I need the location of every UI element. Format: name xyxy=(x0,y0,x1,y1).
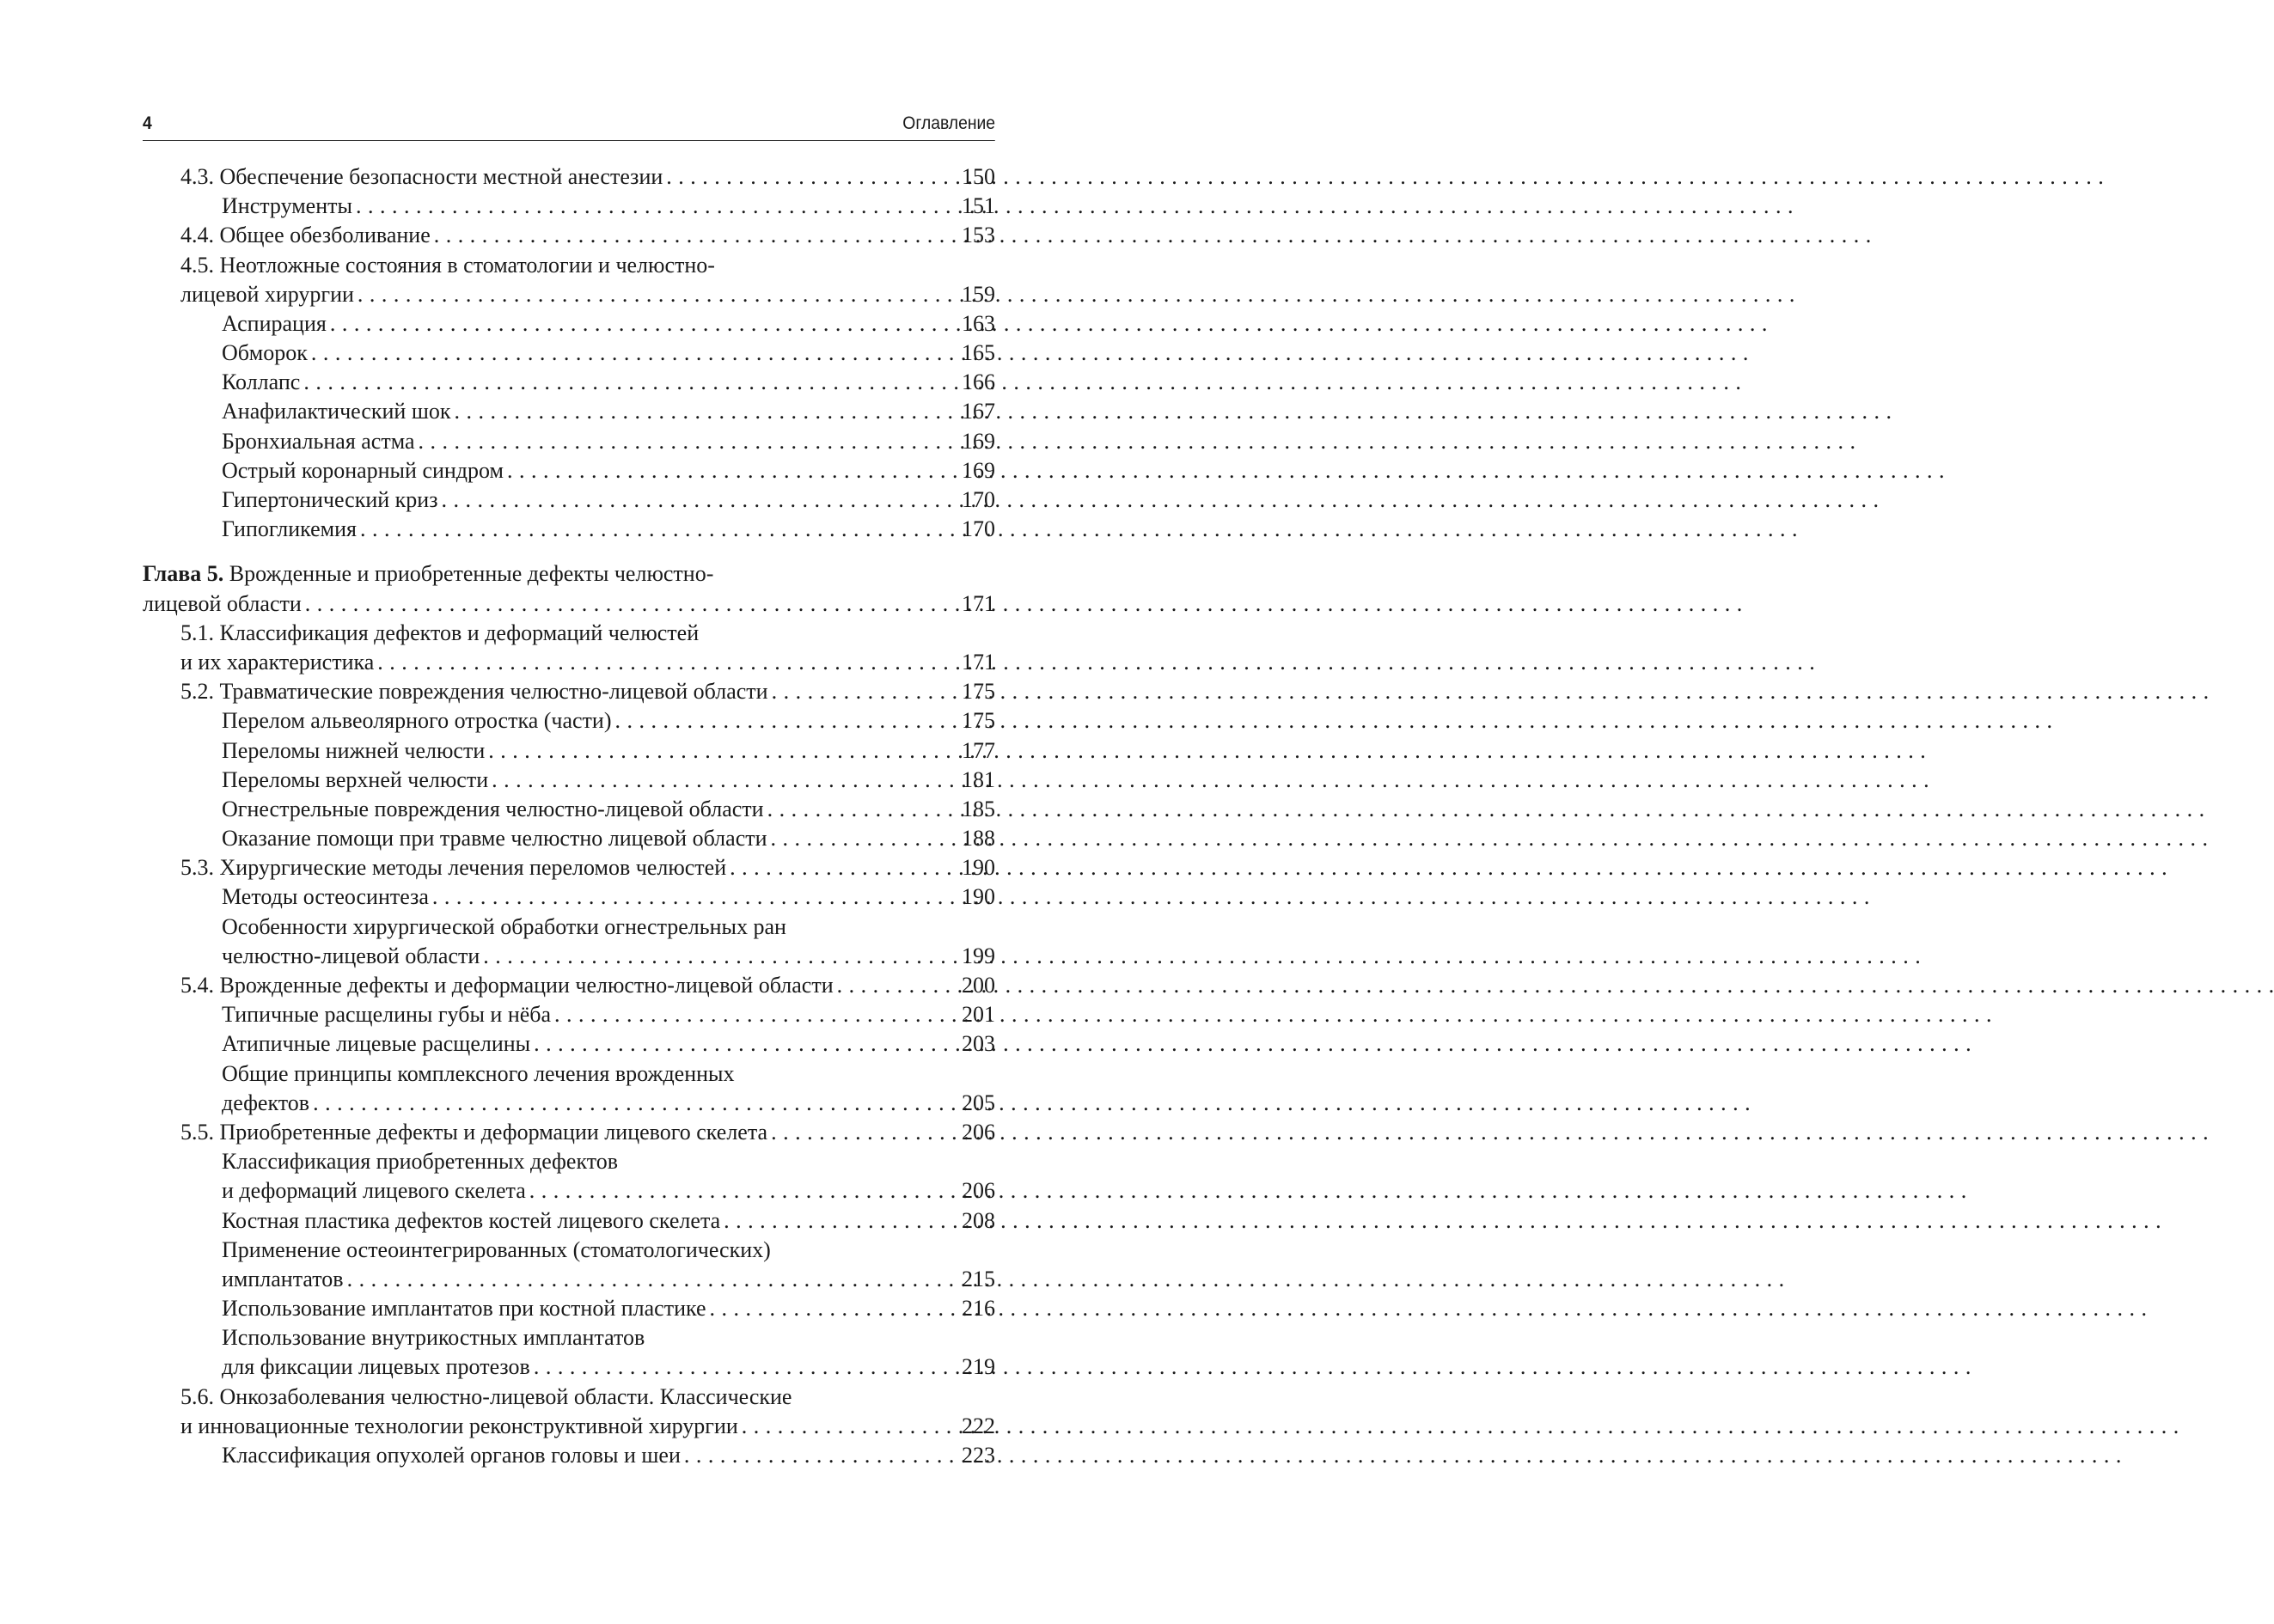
toc-page-number: 190 xyxy=(962,855,995,881)
toc-entry-title xyxy=(180,1118,767,1147)
toc-page-number: 159 xyxy=(962,281,995,307)
toc-entry-text: лицевой области xyxy=(143,590,302,616)
toc-entry-title xyxy=(222,882,429,912)
toc-entry-text: Гипертонический криз xyxy=(222,487,438,513)
toc-entry-text: Анафилактический шок xyxy=(222,399,451,424)
toc-entry xyxy=(143,456,995,485)
dot-leader xyxy=(768,677,955,706)
toc-entry-title xyxy=(222,942,480,971)
toc-entry xyxy=(143,1383,995,1412)
toc-entry xyxy=(143,515,995,544)
toc-entry xyxy=(143,883,995,913)
toc-entry xyxy=(143,1441,995,1470)
toc-entry xyxy=(143,162,995,192)
dot-leader xyxy=(720,1206,955,1236)
toc-entry-text: Методы остеосинтеза xyxy=(222,884,429,910)
toc-entry-text: Острый коронарный синдром xyxy=(222,457,504,483)
dot-leader xyxy=(526,1176,955,1206)
toc-entry-text: Типичные расщелины губы и нёба xyxy=(222,1002,552,1028)
toc-entry-text: 5.6. Онкозаболевания челюстно-лицевой области. Классические xyxy=(180,1383,792,1409)
toc-entry-title xyxy=(222,1059,735,1089)
toc-page-number: 216 xyxy=(962,1296,995,1322)
toc-page-number: 170 xyxy=(962,487,995,513)
toc-entry-text: Атипичные лицевые расщелины xyxy=(222,1031,531,1057)
toc-entry-text: 5.3. Хирургические методы лечения переломов челюстей xyxy=(180,855,727,881)
toc-page-number: 201 xyxy=(962,1002,995,1028)
dot-leader xyxy=(302,589,955,619)
toc-entry xyxy=(143,427,995,456)
toc-page-number: 165 xyxy=(962,340,995,366)
toc-entry-title xyxy=(180,162,663,192)
toc-entry-title xyxy=(180,677,768,706)
toc-entry-text: Классификация опухолей органов головы и шеи xyxy=(222,1443,681,1468)
toc-entry-title xyxy=(180,619,699,648)
dot-leader xyxy=(352,192,955,221)
toc-entry-text: лицевой хирургии xyxy=(180,281,354,307)
toc-entry xyxy=(143,1118,995,1147)
toc-entry-text: для фиксации лицевых протезов xyxy=(222,1354,530,1380)
toc-entry-title xyxy=(222,1323,645,1352)
toc-page-number: 199 xyxy=(962,943,995,968)
toc-entry-text: и их характеристика xyxy=(180,649,375,675)
toc-entry xyxy=(143,192,995,221)
toc-page-number: 206 xyxy=(962,1178,995,1204)
dot-leader xyxy=(438,485,956,515)
toc-entry xyxy=(143,1000,995,1029)
toc-entry xyxy=(143,1206,995,1236)
toc-page-number: 169 xyxy=(962,428,995,454)
toc-entry-title xyxy=(222,339,308,368)
toc-entry-title xyxy=(222,824,767,853)
toc-entry-title xyxy=(180,221,431,250)
toc-entry-title xyxy=(143,559,713,589)
toc-page-number: 208 xyxy=(962,1207,995,1233)
toc-page-number: 188 xyxy=(962,826,995,852)
toc-entry-text: Обморок xyxy=(222,340,308,366)
toc-chapter-heading xyxy=(143,559,995,589)
toc-entry xyxy=(143,706,995,736)
toc-page-number: 219 xyxy=(962,1354,995,1380)
toc-entry xyxy=(143,853,995,882)
toc-entry-title xyxy=(222,795,764,824)
toc-entry-text: Общие принципы комплексного лечения врожденных xyxy=(222,1060,735,1086)
toc-entry-title xyxy=(222,1089,309,1118)
toc-page-number: 163 xyxy=(962,310,995,336)
toc-page-number: 169 xyxy=(962,457,995,483)
toc-entry-text: имплантатов xyxy=(222,1266,344,1291)
dot-leader xyxy=(451,397,956,426)
dot-leader xyxy=(480,942,955,971)
toc-entry-text: Бронхиальная астма xyxy=(222,428,415,454)
dot-leader xyxy=(767,1118,955,1147)
toc-entry xyxy=(143,485,995,515)
dot-leader xyxy=(485,736,955,766)
toc-entry xyxy=(143,1265,995,1294)
toc-entry-title xyxy=(222,1352,530,1382)
toc-entry-title xyxy=(180,1383,792,1412)
toc-entry-text: дефектов xyxy=(222,1090,310,1115)
toc-entry-title xyxy=(222,1294,706,1323)
toc-page-number: 203 xyxy=(962,1031,995,1057)
dot-leader xyxy=(726,853,955,882)
toc-page-number: 223 xyxy=(962,1443,995,1468)
toc-entry xyxy=(143,677,995,706)
toc-entry-text: 4.3. Обеспечение безопасности местной анестезии xyxy=(180,163,663,189)
toc-entry-text: 5.4. Врожденные дефекты и деформации челюстно-лицевой области xyxy=(180,973,834,998)
toc-entry-title xyxy=(222,1441,681,1470)
toc-entry-title xyxy=(222,913,786,942)
toc-entry-text: 4.4. Общее обезболивание xyxy=(180,223,431,248)
toc-page-number: 153 xyxy=(962,223,995,248)
table-of-contents xyxy=(143,162,995,1470)
toc-entry-text: Использование внутрикостных имплантатов xyxy=(222,1325,645,1351)
toc-page-number: 170 xyxy=(962,516,995,542)
toc-entry-title xyxy=(222,766,488,795)
toc-entry xyxy=(143,1236,995,1265)
toc-entry-title xyxy=(180,971,834,1000)
toc-page-number: 181 xyxy=(962,766,995,792)
toc-entry xyxy=(143,1294,995,1323)
toc-entry xyxy=(143,589,995,619)
toc-entry xyxy=(143,339,995,368)
dot-leader xyxy=(530,1352,955,1382)
toc-entry xyxy=(143,1353,995,1383)
toc-page-number: 166 xyxy=(962,369,995,395)
toc-entry-title xyxy=(180,853,726,882)
dot-leader xyxy=(488,766,955,795)
toc-entry xyxy=(143,280,995,309)
toc-entry xyxy=(143,1059,995,1089)
toc-entry-title xyxy=(222,368,300,397)
toc-entry-text: Врожденные и приобретенные дефекты челюстно- xyxy=(223,561,714,587)
dot-leader xyxy=(374,648,955,677)
toc-entry xyxy=(143,309,995,339)
toc-entry-title xyxy=(222,1147,618,1176)
toc-entry-text: Применение остеоинтегрированных (стоматологических) xyxy=(222,1236,771,1262)
toc-entry-title xyxy=(222,485,438,515)
toc-entry-text: Переломы нижней челюсти xyxy=(222,737,486,763)
dot-leader xyxy=(663,162,955,192)
toc-page-number: 175 xyxy=(962,708,995,734)
toc-entry-title xyxy=(222,1029,530,1059)
dot-leader xyxy=(357,515,955,544)
toc-page-number: 171 xyxy=(962,590,995,616)
dot-leader xyxy=(738,1412,955,1441)
dot-leader xyxy=(767,824,955,853)
book-page xyxy=(143,112,995,1470)
toc-page-number: 222 xyxy=(962,1413,995,1438)
toc-entry-title xyxy=(143,589,302,619)
toc-page-number: 175 xyxy=(962,679,995,705)
toc-entry-text: Аспирация xyxy=(222,310,327,336)
dot-leader xyxy=(612,706,956,736)
dot-leader xyxy=(429,882,955,912)
toc-entry-title xyxy=(222,1206,720,1236)
toc-entry-text: 5.1. Классификация дефектов и деформаций челюстей xyxy=(180,620,700,645)
toc-entry-text: и деформаций лицевого скелета xyxy=(222,1178,526,1204)
toc-entry-text: 4.5. Неотложные состояния в стоматологии и челюстно- xyxy=(180,252,715,278)
toc-entry-title xyxy=(222,706,612,736)
toc-entry xyxy=(143,1147,995,1176)
toc-page-number: 205 xyxy=(962,1090,995,1115)
toc-entry xyxy=(143,942,995,971)
toc-entry-title xyxy=(222,515,357,544)
toc-entry-title xyxy=(222,1236,771,1265)
dot-leader xyxy=(706,1294,955,1323)
toc-entry-title xyxy=(222,192,352,221)
toc-entry-text: Инструменты xyxy=(222,193,352,219)
dot-leader xyxy=(431,221,955,250)
dot-leader xyxy=(551,1000,955,1029)
toc-page-number: 185 xyxy=(962,796,995,821)
toc-entry-text: Огнестрельные повреждения челюстно-лицевой области xyxy=(222,796,764,821)
dot-leader xyxy=(764,795,955,824)
dot-leader xyxy=(308,339,955,368)
toc-entry xyxy=(143,1176,995,1206)
toc-entry-text: Перелом альвеолярного отростка (части) xyxy=(222,708,612,734)
toc-entry xyxy=(143,766,995,795)
dot-leader xyxy=(327,309,955,339)
toc-page-number: 190 xyxy=(962,884,995,910)
toc-entry-title xyxy=(180,648,374,677)
toc-entry xyxy=(143,913,995,942)
toc-entry-text: Переломы верхней челюсти xyxy=(222,766,489,792)
toc-entry-title xyxy=(222,427,415,456)
toc-entry-text: челюстно-лицевой области xyxy=(222,943,480,968)
toc-entry xyxy=(143,368,995,397)
dot-leader xyxy=(530,1029,955,1059)
toc-entry xyxy=(143,824,995,853)
toc-entry-text: Костная пластика дефектов костей лицевого скелета xyxy=(222,1207,721,1233)
running-head xyxy=(143,112,995,141)
toc-entry xyxy=(143,1029,995,1059)
toc-entry-title xyxy=(180,1412,738,1441)
toc-entry xyxy=(143,648,995,677)
toc-entry-title xyxy=(222,736,485,766)
toc-entry-text: и инновационные технологии реконструктивной хирургии xyxy=(180,1413,738,1438)
dot-leader xyxy=(681,1441,955,1470)
toc-entry-text: Оказание помощи при травме челюстно лицевой области xyxy=(222,826,767,852)
toc-entry xyxy=(143,398,995,427)
toc-entry xyxy=(143,1089,995,1118)
dot-leader xyxy=(344,1265,955,1294)
toc-entry-title xyxy=(222,1265,344,1294)
toc-entry xyxy=(143,1323,995,1352)
toc-entry-title xyxy=(222,1000,551,1029)
section-title: Оглавление xyxy=(902,113,996,133)
toc-entry-text: Коллапс xyxy=(222,369,301,395)
toc-entry-text: Классификация приобретенных дефектов xyxy=(222,1149,619,1175)
page-number: 4 xyxy=(143,113,152,133)
toc-entry-text: Гипогликемия xyxy=(222,516,357,542)
dot-leader xyxy=(504,456,955,485)
toc-entry xyxy=(143,251,995,280)
toc-entry-title xyxy=(222,309,327,339)
toc-page-number: 171 xyxy=(962,649,995,675)
toc-entry-text: 5.2. Травматические повреждения челюстно-лицевой области xyxy=(180,679,768,705)
toc-entry xyxy=(143,971,995,1000)
toc-entry xyxy=(143,221,995,250)
chapter-label: Глава 5. xyxy=(143,561,224,587)
dot-leader xyxy=(354,280,955,309)
dot-leader xyxy=(834,971,955,1000)
toc-entry-title xyxy=(222,397,451,426)
toc-entry-text: 5.5. Приобретенные дефекты и деформации лицевого скелета xyxy=(180,1119,768,1145)
dot-leader xyxy=(415,427,955,456)
toc-entry xyxy=(143,1412,995,1441)
toc-entry xyxy=(143,795,995,824)
toc-page-number: 200 xyxy=(962,973,995,998)
toc-entry-title xyxy=(180,280,354,309)
toc-entry xyxy=(143,619,995,648)
dot-leader xyxy=(300,368,955,397)
toc-entry xyxy=(143,736,995,766)
toc-page-number: 151 xyxy=(962,193,995,219)
toc-page-number: 215 xyxy=(962,1266,995,1291)
toc-entry-title xyxy=(222,456,504,485)
toc-entry-text: Особенности хирургической обработки огнестрельных ран xyxy=(222,913,786,939)
dot-leader xyxy=(309,1089,955,1118)
toc-entry-title xyxy=(180,251,715,280)
toc-entry-text: Использование имплантатов при костной пластике xyxy=(222,1296,706,1322)
toc-entry-title xyxy=(222,1176,526,1206)
toc-page-number: 167 xyxy=(962,399,995,424)
toc-page-number: 150 xyxy=(962,163,995,189)
toc-page-number: 206 xyxy=(962,1119,995,1145)
toc-page-number: 177 xyxy=(962,737,995,763)
